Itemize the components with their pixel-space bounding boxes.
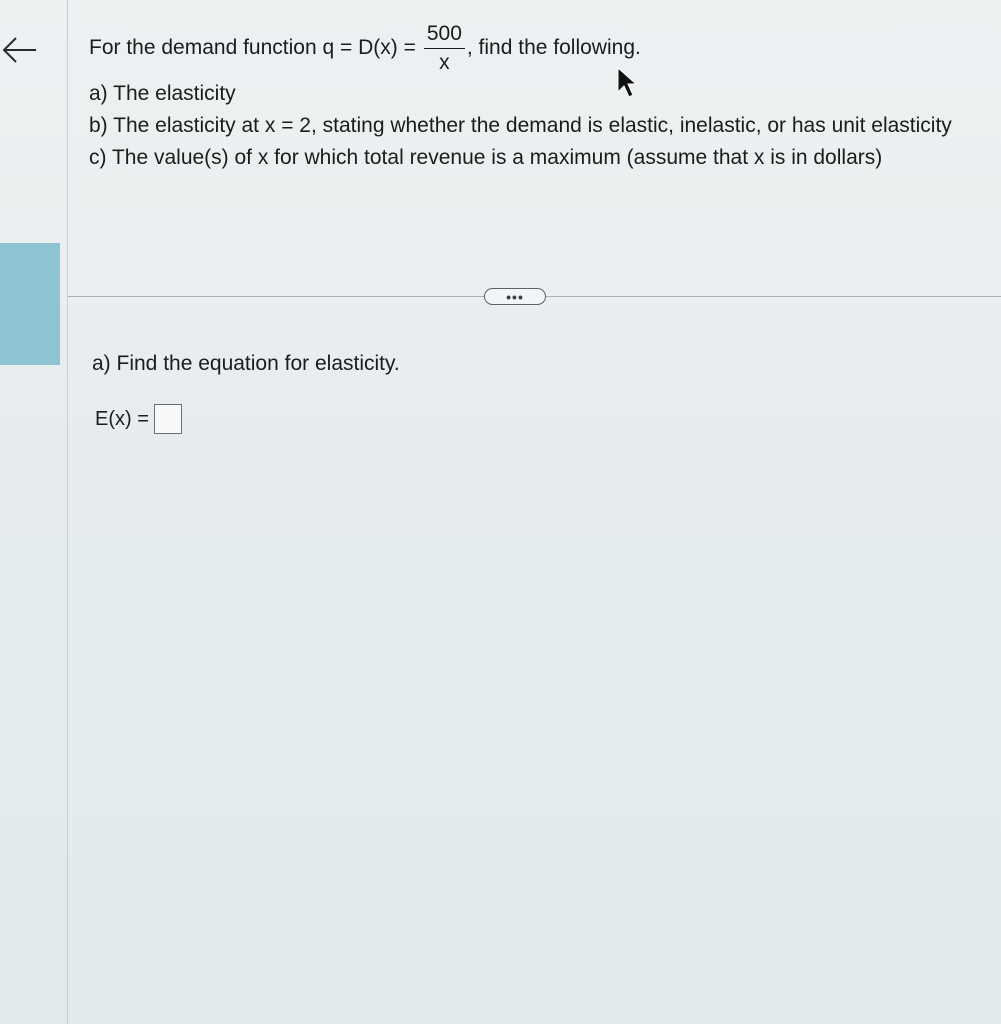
intro-suffix: , find the following.	[466, 36, 641, 59]
fraction-denominator: x	[439, 50, 450, 74]
answer-row	[95, 404, 182, 434]
intro-prefix: For the demand function q = D(x) =	[89, 36, 416, 59]
fraction-numerator: 500	[424, 21, 465, 49]
answer-label: E(x) =	[95, 407, 149, 430]
part-b-text: b) The elasticity at x = 2, stating whether the demand is elastic, inelastic, or has unit elasticity	[89, 114, 952, 137]
part-a-section-title: a) Find the equation for elasticity.	[92, 352, 400, 375]
back-arrow-icon[interactable]	[0, 30, 40, 70]
question-text	[89, 18, 989, 174]
mouse-pointer-icon	[614, 66, 640, 102]
demand-fraction	[424, 21, 465, 76]
question-intro	[89, 18, 989, 78]
side-accent-bar	[0, 243, 60, 365]
elasticity-answer-input[interactable]	[154, 404, 182, 434]
sidebar-divider	[67, 0, 68, 1024]
expand-more-button[interactable]: •••	[484, 288, 546, 305]
part-a-text: a) The elasticity	[89, 82, 236, 105]
part-c-text: c) The value(s) of x for which total revenue is a maximum (assume that x is in dollars)	[89, 146, 883, 169]
